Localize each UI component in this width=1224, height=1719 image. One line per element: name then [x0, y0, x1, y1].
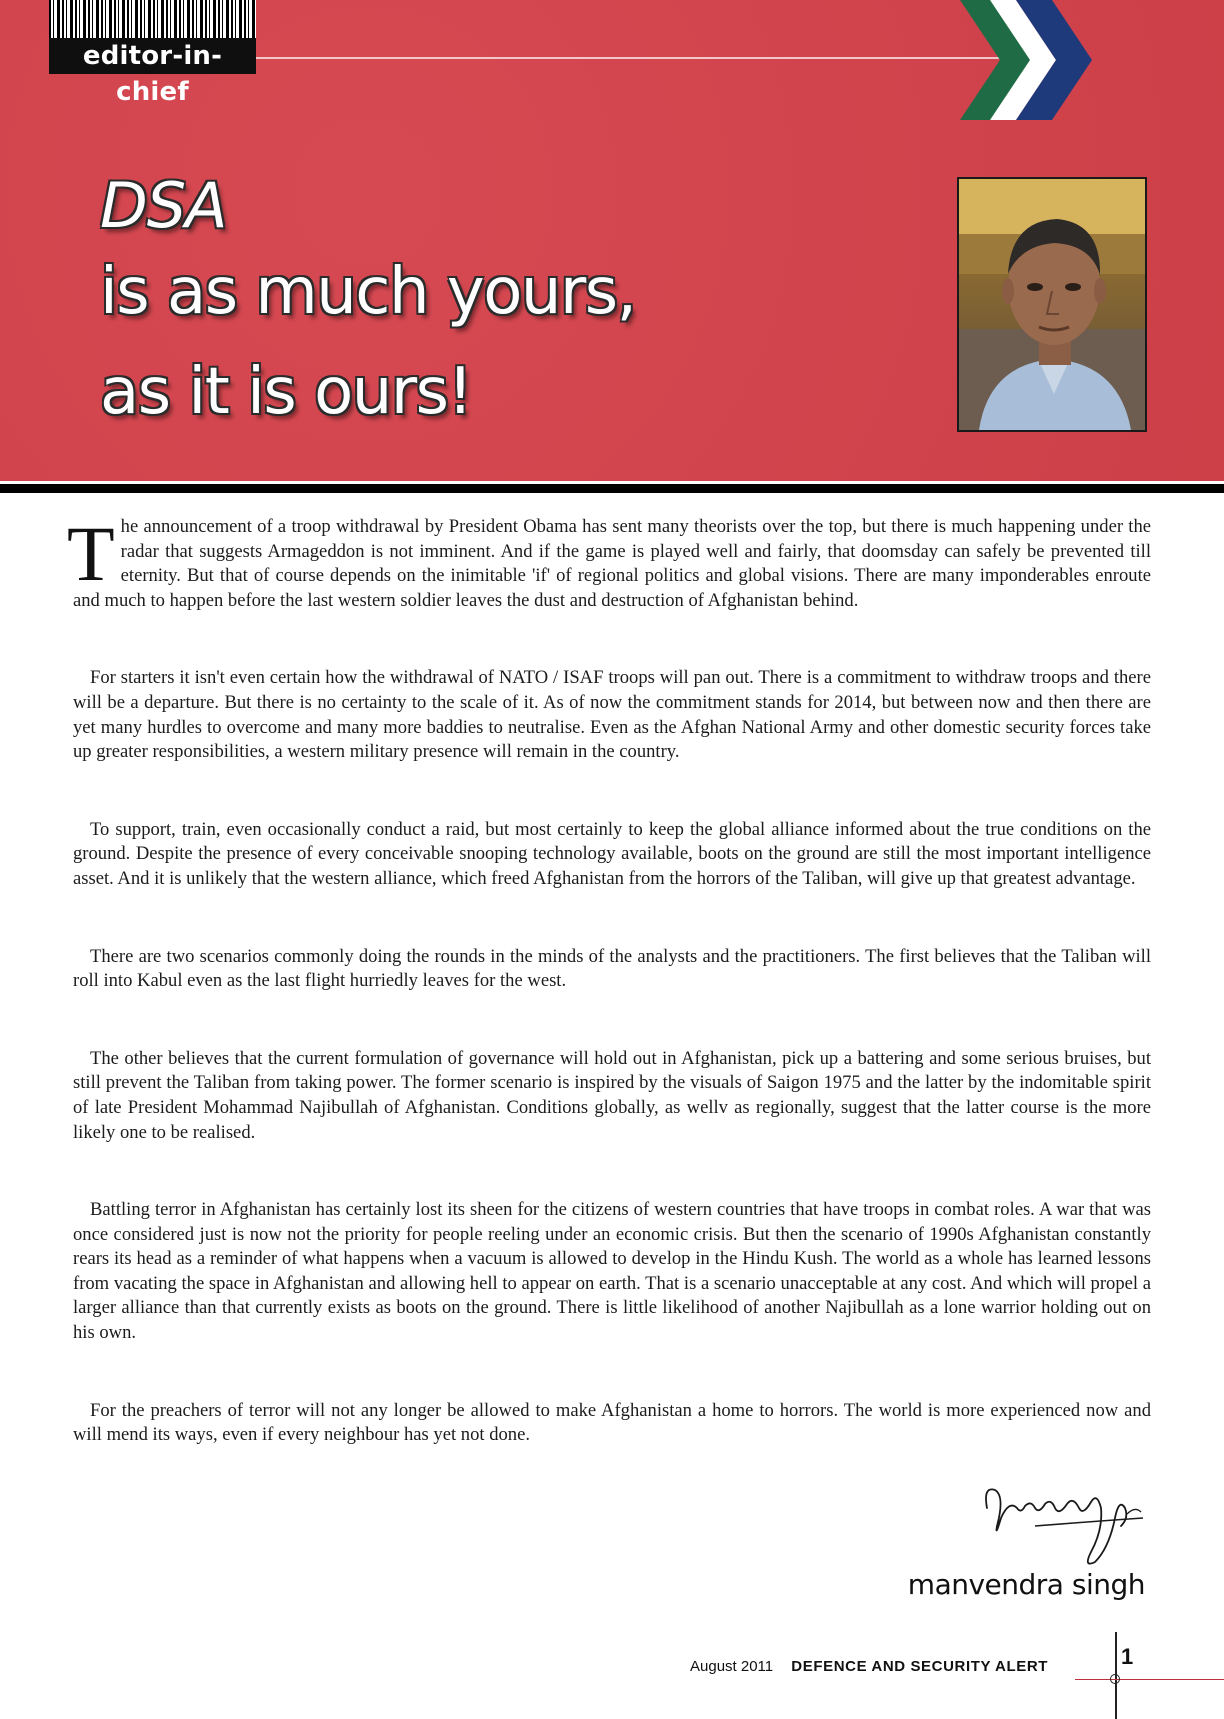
issue-date: August 2011 [690, 1658, 774, 1675]
headline-line-3: as it is ours! [100, 355, 472, 429]
paragraph-4: There are two scenarios commonly doing the rounds in the minds of the analysts and the practitioners. The first believes that the Taliban will roll into Kabul even as the last flight hurriedly leaves for the west. [73, 945, 1151, 992]
footer-credit [690, 1658, 1060, 1675]
page-number: 1 [1121, 1644, 1134, 1669]
paragraph-5: The other believes that the current formulation of governance will hold out in Afghanistan, pick up a battering and some serious bruises, but still prevent the Taliban from taking power. The former scenario is inspired by the visuals of Saigon 1975 and the latter by the indomitable spirit of late President Mohammad Najibullah of Afghanistan. Conditions globally, as wellv as regionally, suggest that the latter course is the more likely one to be realised. [73, 1047, 1151, 1143]
author-name: manvendra singh [907, 1568, 1145, 1601]
header-divider [0, 484, 1224, 493]
paragraph-1 [67, 510, 1151, 613]
barcode-graphic [49, 0, 256, 38]
section-rule [256, 57, 1026, 59]
crosshair-circle-icon [1110, 1674, 1120, 1684]
headline [100, 170, 800, 442]
handwritten-signature [975, 1478, 1150, 1573]
headline-line-1: DSA [100, 169, 227, 242]
drop-cap: T [67, 510, 115, 597]
footer-horizontal-rule [1075, 1679, 1224, 1680]
paragraph-6: Battling terror in Afghanistan has certainly lost its sheen for the citizens of western countries that have troops in combat roles. A war that was once considered just is now not the priority for people reeling under an economic crisis. But then the scenario of 1990s Afghanistan constantly rears its head as a reminder of what happens when a vacuum is allowed to develop in the Hindu Kush. The world as a whole has learned lessons from vacating the space in Afghanistan and allowing hell to appear on earth. That is a scenario unacceptable at any cost. And which will propel a larger alliance than that currently exists as boots on the ground. There is little likelihood of another Najibullah as a lone warrior holding out on his own. [73, 1199, 1151, 1344]
headline-line-2: is as much yours, [100, 255, 636, 329]
editorial-body [67, 510, 1151, 1501]
header-band [0, 0, 1224, 481]
section-tag: editor-in-chief [49, 38, 256, 74]
paragraph-2: For starters it isn't even certain how the withdrawal of NATO / ISAF troops will pan out. There is a commitment to withdraw troops and there will be a departure. But there is no certainty to the scale of it. As of now the commitment stands for 2014, but between now and then there are yet many hurdles to overcome and many more baddies to neutralise. Even as the Afghan National Army and other domestic security forces take up greater responsibilities, a western military presence will remain in the country. [73, 667, 1151, 763]
paragraph-1-text: he announcement of a troop withdrawal by President Obama has sent many theorists over the top, but there is much happening under the radar that suggests Armageddon is not imminent. And if the game is played well and fairly, that doomsday can safely be prevented till eternity. But that of course depends on the inimitable 'if' of regional politics and global visions. There are many imponderables enroute and much to happen before the last western soldier leaves the dust and destruction of Afghanistan behind. [73, 516, 1151, 611]
editor-portrait [957, 177, 1147, 432]
paragraph-3: To support, train, even occasionally conduct a raid, but most certainly to keep the global alliance informed about the true conditions on the ground. Despite the presence of every conceivable snooping technology available, boots on the ground are still the most important intelligence asset. And it is unlikely that the western alliance, which freed Afghanistan from the horrors of the Taliban, will give up that greatest advantage. [73, 818, 1151, 889]
paragraph-7: For the preachers of terror will not any longer be allowed to make Afghanistan a home to horrors. The world is more experienced now and will mend its ways, even if every neighbour has yet not done. [73, 1399, 1151, 1446]
chevron-arrows-icon [960, 0, 1130, 120]
magazine-title: DEFENCE AND SECURITY ALERT [791, 1658, 1049, 1675]
